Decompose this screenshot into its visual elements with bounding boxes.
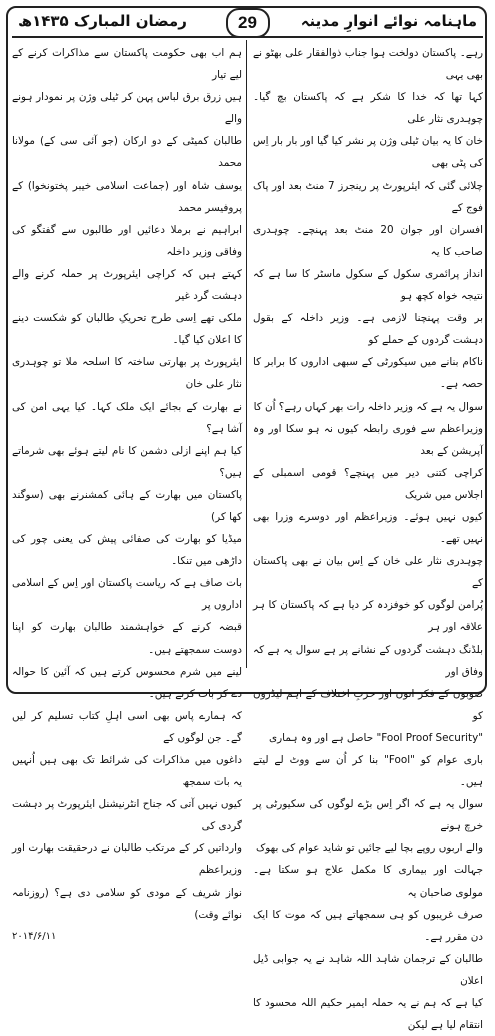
text-line: وزیراعظم سے فوری رابطہ کیوں نہ ہو سکا اور وہ آپریشن کے بعد <box>253 422 483 457</box>
text-line: ایئرپورٹ پر بھارتی ساختہ کا اسلحہ ملا تو چوہدری نثار علی خان <box>12 356 242 391</box>
text-line: انداز پرائمری سکول کے سکول ماسٹر کا سا ہے کہ نتیجہ خواہ کچھ ہو <box>253 267 483 303</box>
text-line: قبضہ کرنے کے خواہشمند طالبان بھارت کو اپنا دوست سمجھتے ہیں۔ <box>12 621 242 656</box>
text-line: خان کا یہ بیان ٹیلی وژن پر نشر کیا گیا اور بار بار اِس کی پٹی بھی <box>253 135 483 170</box>
text-line: کہا تھا کہ خدا کا شکر ہے کہ پاکستان بچ گیا۔ چوہدری نثار علی <box>253 91 483 126</box>
text-line: باری عوام کو "Fool" بنا کر اُن سے ووٹ لے لیتے ہیں۔ <box>253 754 483 789</box>
text-line: جہالت اور بیماری کا مکمل علاج ہو سکتا ہے۔ مولوی صاحبان یہ <box>253 864 483 899</box>
text-line: چلائی گئی کہ ایئرپورٹ پر رینجرز 7 منٹ بعد اور پاک فوج کے <box>253 179 483 214</box>
page-header <box>12 10 483 38</box>
text-line: سوال یہ ہے کہ اگر اِس بڑے لوگوں کی سکیورٹی پر خرچ ہونے <box>253 798 483 833</box>
text-line: رہے۔ پاکستان دولخت ہوا جناب ذوالفقار علی بھٹو نے بھی یہی <box>253 47 483 82</box>
text-line: پاکستان میں بھارت کے ہائی کمشنرنے بھی (سوگند کھا کر) <box>12 488 242 523</box>
text-line: کہ ہمارے پاس بھی اسی اہلِ کتاب تسلیم کر لیں گے۔ جن لوگوں کے <box>12 709 242 744</box>
text-line: صوبوں کے فکر انوں اور حزبِ اختلاف کے اہم لیڈروں کو <box>253 687 483 722</box>
text-line: بر وقت پہنچنا لازمی ہے۔ وزیر داخلہ کے بقول دہشت گردوں کے حملے کو <box>253 312 483 347</box>
magazine-title: ماہنامہ نوائے انوارِ مدینہ <box>300 12 477 30</box>
text-line: بات صاف ہے کہ ریاست پاکستان اور اِس کے اسلامی اداروں پر <box>12 577 242 612</box>
text-line: طالبان کے ترجمان شاہد اللہ شاہد نے یہ جوابی ڈیل اعلان <box>253 952 483 987</box>
text-line: نے بھارت کے بجائے ایک ملک کہا۔ کیا یہی امن کی آشا ہے؟ <box>12 400 242 435</box>
text-line: سوال یہ ہے کہ وزیر داخلہ رات بھر کہاں رہے؟ اُن کا <box>253 400 483 413</box>
text-line: میڈیا کو بھارت کی صفائی پیش کی یعنی چور کی داڑھی میں تنکا۔ <box>12 533 242 568</box>
text-line: ملکی تھے اِسی طرح تحریکِ طالبان کو شکست دینے کا اعلان کیا گیا۔ <box>12 312 242 347</box>
text-line: کیوں نہیں ہوئے۔ وزیراعظم اور دوسرے وزرا بھی نہیں تھے۔ <box>253 510 483 546</box>
text-line: ہیں زرق برق لباس پہن کر ٹیلی وژن پر نمودار ہونے والے <box>12 91 242 126</box>
date-line: ۲۰۱۴/۶/۱۱ <box>12 930 57 942</box>
text-line: لینے میں شرم محسوس کرتے ہیں کہ آئین کا حوالہ دے کر بات کرتے ہیں۔ <box>12 665 242 700</box>
text-line: پُرامن لوگوں کو خوفزدہ کر دیا ہے کہ پاکستان کا ہر علاقہ اور ہر <box>253 599 483 634</box>
left-column <box>12 42 242 942</box>
text-line: بلڈنگ دہشت گردوں کے نشانے پر ہے سوال یہ ہے کہ وفاق اور <box>253 643 483 678</box>
text-line: کیا ہم اپنے ازلی دشمن کا نام لیتے ہوئے بھی شرماتے ہیں؟ <box>12 444 242 479</box>
text-line: کیا ہے کہ ہم نے یہ حملہ ایمیر حکیم اللہ محسود کا انتقام لیا ہے لیکن <box>253 997 483 1032</box>
text-line: کیوں نہیں آتی کہ جناح انٹرنیشنل ایئرپورٹ پر دہشت گردی کی <box>12 798 242 833</box>
page-number: 29 <box>226 8 270 38</box>
text-line: ہم اب بھی حکومت پاکستان سے مذاکرات کرنے کے لیے تیار <box>12 47 242 82</box>
text-line: کراچی کتنی دیر میں پہنچے؟ قومی اسمبلی کے اجلاس میں شریک <box>253 466 483 501</box>
column-divider <box>246 40 247 668</box>
text-line: صرف غریبوں کو ہی سمجھاتے ہیں کہ موت کا ایک دن مقرر ہے۔ <box>253 908 483 943</box>
text-line: والے اربوں روپے بچا لیے جائیں تو شاید عوام کی بھوک <box>255 842 483 855</box>
text-line: داغوں میں مذاکرات کی شرائط تک بھی ہیں اُنہیں یہ بات سمجھ <box>12 754 242 789</box>
issue-date: رمضان المبارک ۱۴۳۵ھ <box>18 12 187 30</box>
right-column <box>253 42 483 1032</box>
text-line: ابراہیم نے برملا دعائیں اور طالبوں سے گفتگو کی وفاقی وزیر داخلہ <box>12 223 242 258</box>
text-line: افسران اور جوان 20 منٹ بعد پہنچے۔ چوہدری صاحب کا یہ <box>253 223 483 258</box>
text-line: چوہدری نثار علی خان کے اِس بیان نے بھی پاکستان کے <box>253 555 483 590</box>
text-line: ناکام بنانے میں سیکورٹی کے سبھی اداروں کا برابر کا حصہ ہے۔ <box>253 356 483 391</box>
text-line: نواز شریف کے مودی کو سلامی دی ہے؟ (روزنامہ نوائے وقت) <box>12 886 242 921</box>
text-line: طالبان کمیٹی کے دو ارکان (جو آئی سی کے) مولانا محمد <box>12 135 242 170</box>
text-line: یوسف شاہ اور (جماعت اسلامی خیبر پختونخوا) کے پروفیسر محمد <box>12 179 242 214</box>
text-line: وارداتیں کر کے مرتکب طالبان نے درحقیقت بھارت اور وزیراعظم <box>12 842 242 877</box>
text-line: کہتے ہیں کہ کراچی ایئرپورٹ پر حملہ کرنے والے دہشت گرد غیر <box>12 267 242 303</box>
text-line: "Fool Proof Security" حاصل ہے اور وہ ہماری <box>269 731 483 744</box>
